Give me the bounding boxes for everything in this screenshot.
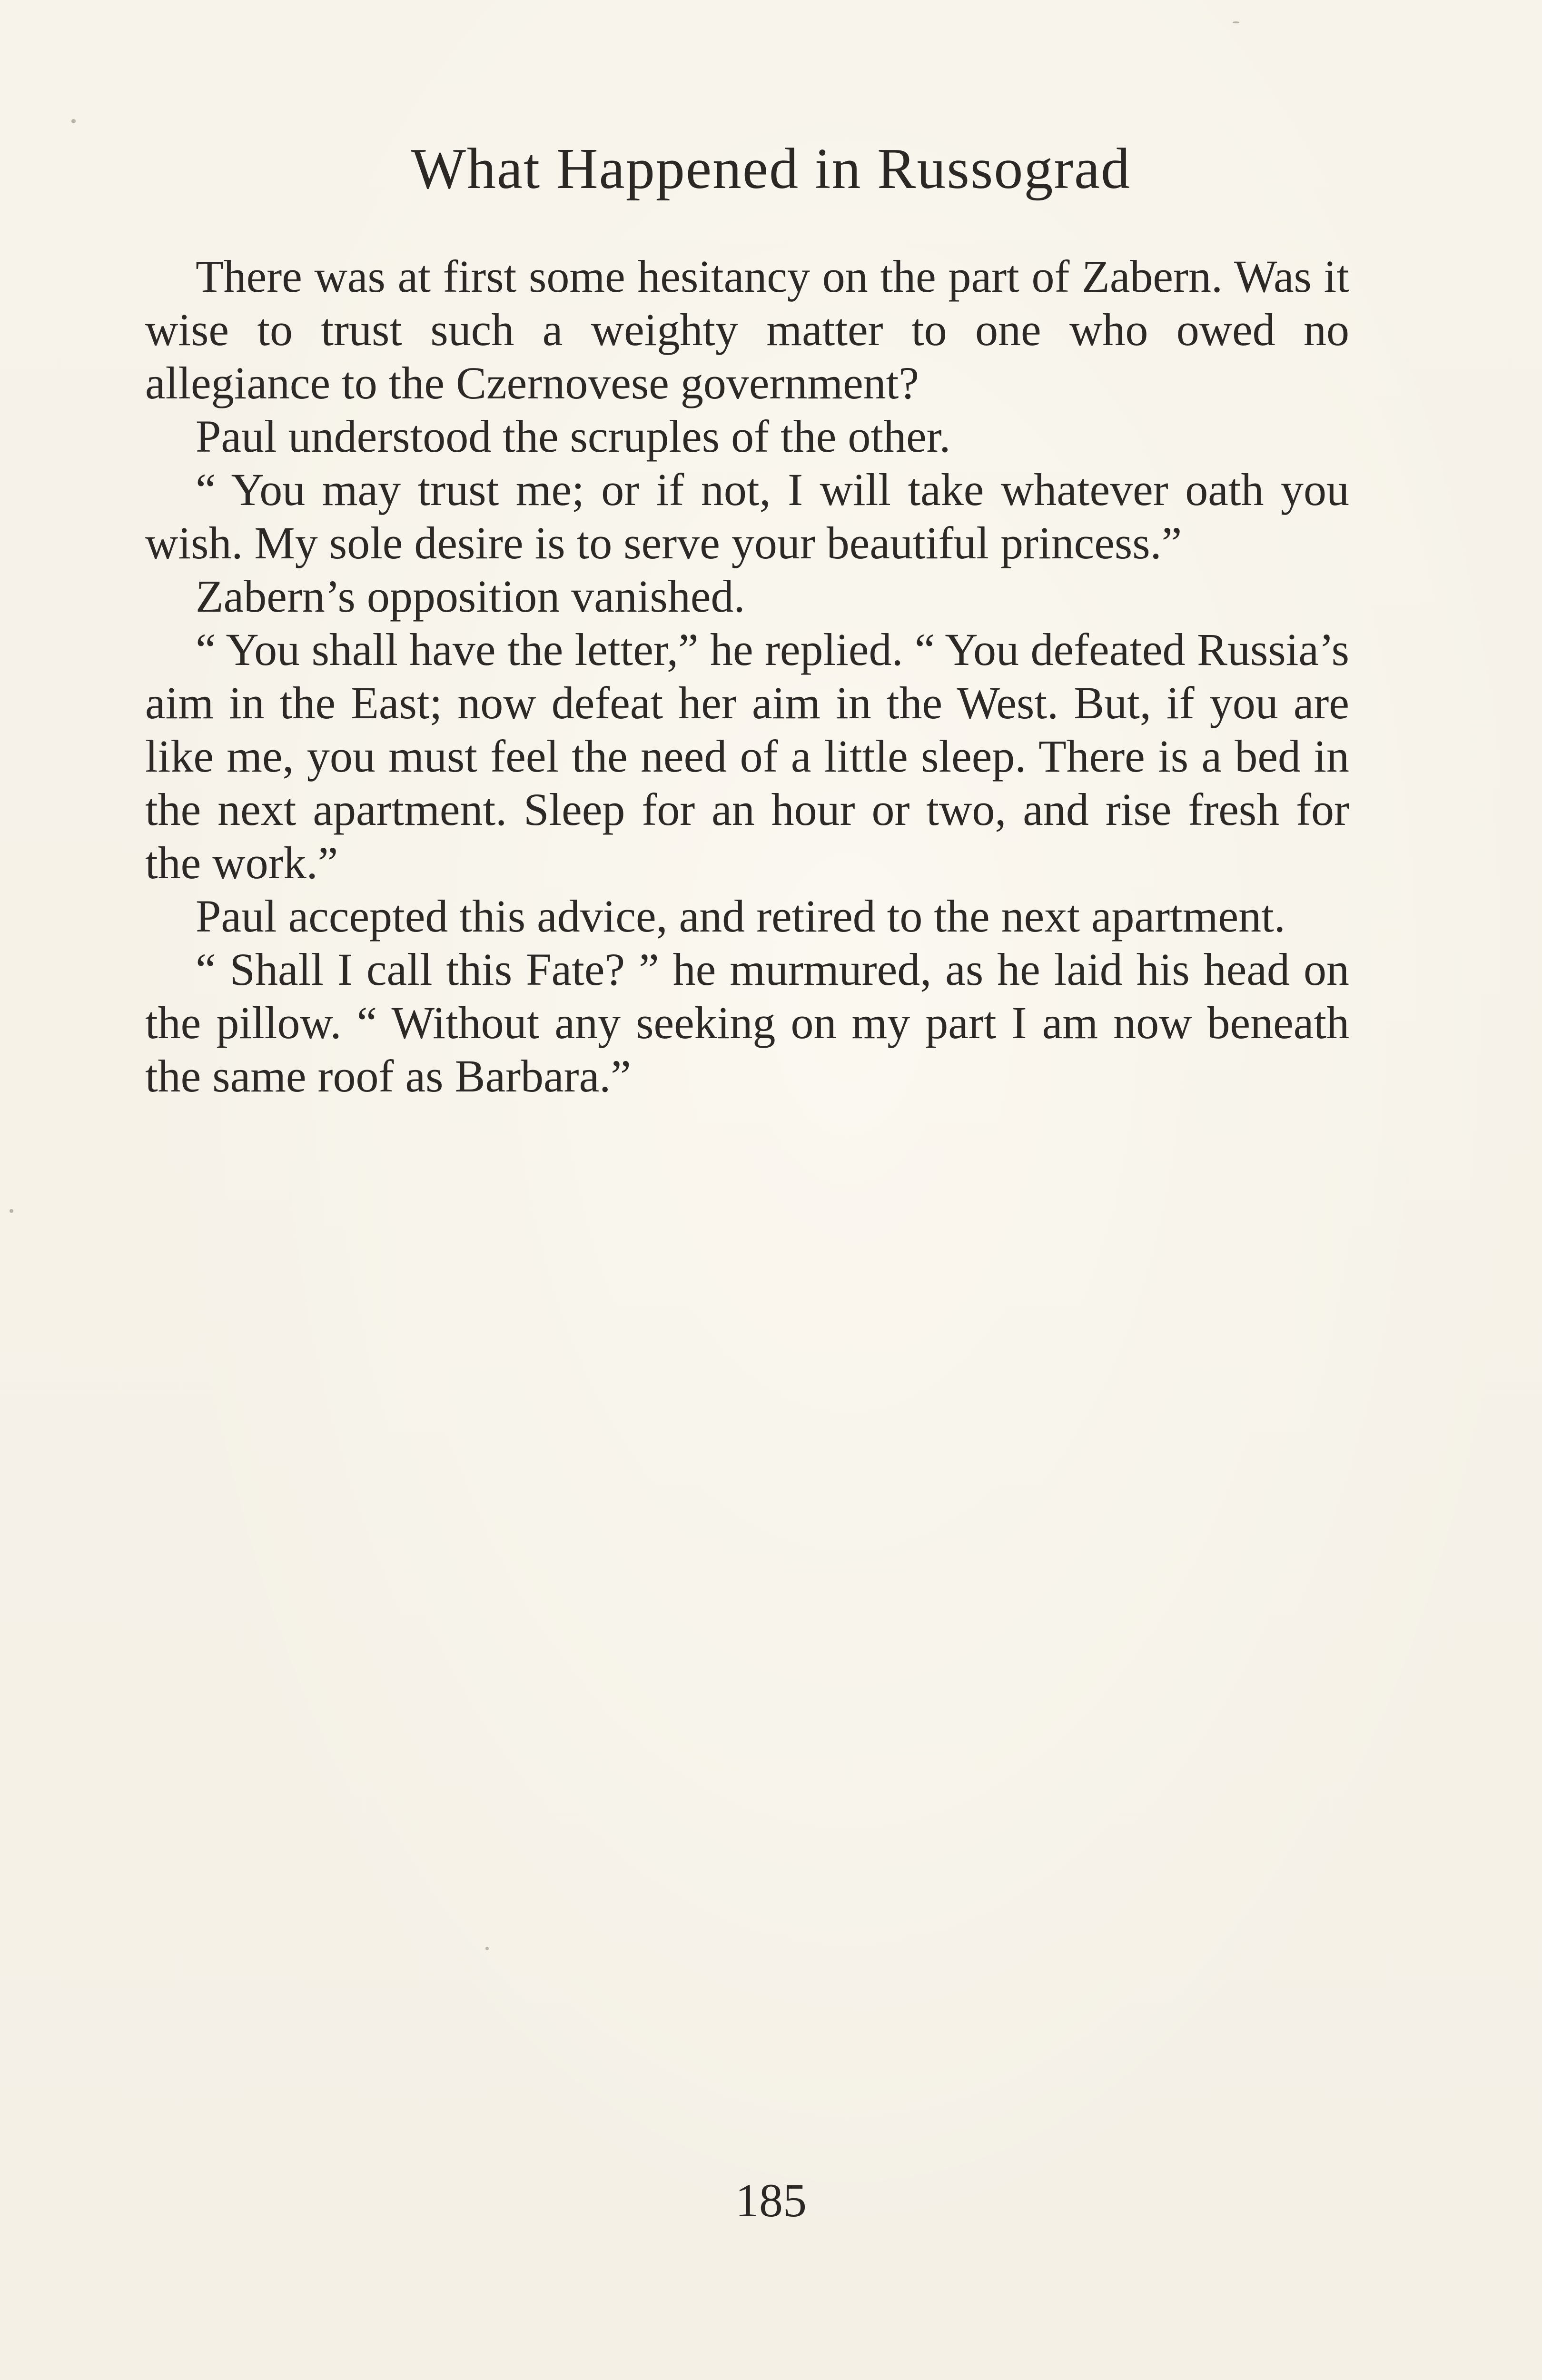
- paragraph: There was at first some hesitancy on the part of Zabern. Was it wise to trust such a weighty matter to one who owed no allegiance to the Czernovese government?: [145, 251, 1349, 408]
- paper-speck: [485, 1947, 489, 1950]
- paragraph: Zabern’s opposition vanished.: [196, 571, 745, 622]
- body-text: [145, 250, 1349, 1103]
- paragraph: Paul accepted this advice, and retired to the next apartment.: [196, 891, 1285, 942]
- paper-speck: [71, 119, 76, 123]
- page-number: 185: [735, 2174, 807, 2227]
- paragraph: “ Shall I call this Fate? ” he murmured, as he laid his head on the pillow. “ Without any seeking on my part I am now beneath the same roof as Barbara.”: [145, 944, 1349, 1101]
- paper-speck: [1233, 21, 1239, 23]
- paper-speck: [10, 1209, 13, 1213]
- paragraph: “ You shall have the letter,” he replied. “ You defeated Russia’s aim in the East; now defeat her aim in the West. But, if you are like me, you must feel the need of a little sleep. There is a bed in the next apartment. Sleep for an hour or two, and rise fresh for the work.”: [145, 624, 1349, 888]
- paragraph: Paul understood the scruples of the other.: [196, 411, 951, 462]
- paragraph: “ You may trust me; or if not, I will take whatever oath you wish. My sole desire is to serve your beautiful princess.”: [145, 464, 1349, 568]
- running-head: What Happened in Russograd: [411, 137, 1131, 201]
